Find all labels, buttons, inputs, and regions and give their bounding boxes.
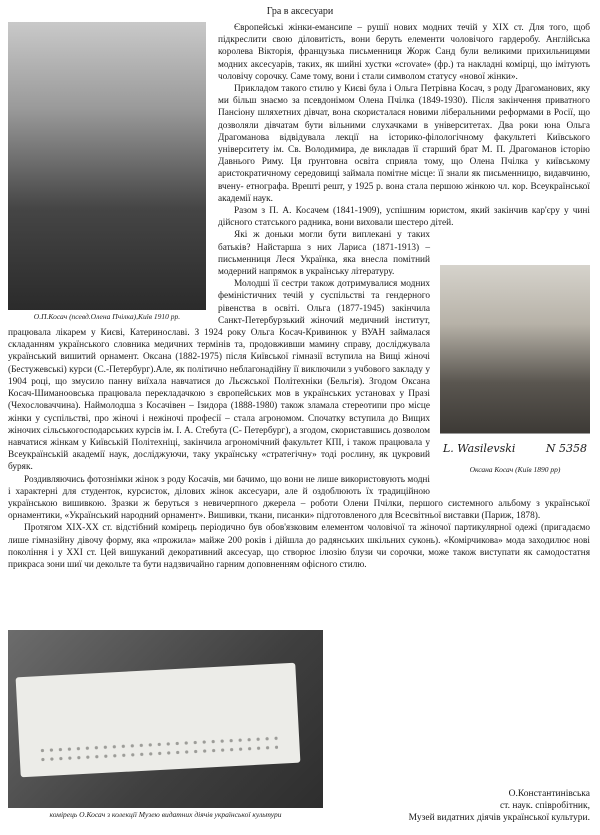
paragraph-5: Молодші її сестри також дотримувалися модних феміністичних течій у суспільстві та гендерного рівенства в освіті. Ольга (1877-1945) закінчила Санкт-Петербурзький жіночий медичний інститут, працювала лікарем у Києві, Катеринославі. З 1924 року Ольга Косач-Кривинюк у ВУАН займалася складанням українського словника медичних термінів та, продовживши мамину справу, досліджувала український вишитий орнамент. Оксана (1882-1975) після Київської гімназії вступила на Вищі жіночі (Бестужевські) курси (С.-Петербург).Але, як політично неблагонадійну її виключили з учбового закладу у 1904 році, що змусило панну виїхала навчатися до Льєжської Політехніки (Бельгія). Згодом Оксана Косач-Шиманоовська працювала перекладачкою з європейських мов в українських установах у Празі (Чехословаччина). Наймолодша з Косачівен – Ізидора (1888-1980) також зламала стереотипи про місце жінки у суспільстві, про жіночі і нежіночі професії – стала агрономом. Спочатку вступила до Вищих жіночих сільськогосподарських курсів ім. І. А. Стебута (С- Петербург), а згодом, скориставшись дозволом навчатися жінкам у Київській Політехніці, закінчила агрономічний факультет КПІ, і також працювала у Всеукраїнській академії наук, досліджуючи, таку українську «стратегічну» тоді рослину, як цукровий буряк.	[8, 279, 430, 473]
signature-number: N 5358	[545, 441, 587, 455]
caption-oksana-kosach: Оксана Косач (Київ 1890 рр)	[469, 465, 561, 475]
figure-oksana-kosach	[440, 265, 590, 491]
author-block	[360, 788, 590, 824]
paragraph-3: Разом з П. А. Косачем (1841-1909), успішним юристом, який закінчив кар'єру у чині дійсного статського радника, вони виховали шестеро дітей.	[218, 206, 590, 229]
caption-lace-collar: комірець О.Косач з колекції Музею видатних діячів української культури	[49, 810, 282, 819]
article-body	[8, 22, 590, 571]
photo-olena-pchilka	[8, 22, 206, 310]
figure-olena-pchilka	[8, 22, 206, 322]
photo-oksana-kosach	[440, 265, 590, 433]
paragraph-1: Європейські жінки-емансипе – рушії нових модних течій у XIX ст. Для того, щоб підкреслити свою діловитість, вони беруть елементи чоловічого гардеробу. Англійська королева Вікторія, французька письменниця Жорж Санд були великими прихильницями модних аксесуарів, таких, як шийні хустки «crovate» (фр.) та накладні комірці, що імітують чоловічу сорочку. Саме тому, вони і стали символом статусу «нової жінки».	[218, 23, 590, 82]
author-title: ст. наук. співробітник,	[499, 801, 590, 811]
page-header: Гра в аксесуари	[266, 6, 334, 17]
paragraph-7: Протягом XIX-XX ст. відстібний комірець періодично був обов'язковим елементом чоловічої та жіночої партикулярної одежі (пригадаємо лише гімназійну дівочу форму, яка «прожила» майже 200 років і дійшла до радянських шкільних суконь). «Комірчикова» мода заходилює нові покоління і у XXI ст. Цей вишуканий декоративний аксесуар, що створює ілюзію блузи чи сорочки, може також виступати як самодостатня прикраса зони шиї чи декольте та бути надзвичайно гарним доповненням офісного стилю.	[8, 523, 590, 570]
signature-text: L. Wasilevski	[443, 441, 516, 455]
author-name: О.Константинівська	[508, 789, 590, 799]
photographer-signature	[440, 433, 590, 463]
paragraph-2: Прикладом такого стилю у Києві була і Ольга Петрівна Косач, з роду Драгоманових, яку ми більш знаємо за псевдонімом Олена Пчілка (1849-1930). Після закінчення приватного Пансіону шляхетних дівчат, вона скористалася новими ліберальними реформами в Росії, що дозволяли дівчатам бути вільними слухачками в університетах. Два роки юна Ольга Драгоманова відвідувала лекції на історико-філологічному факультеті Київського університету ім. Св. Володимира, де викладав її старший брат М. П. Драгоманов історію Давнього Риму. Ця ґрунтовна освіта сприяла тому, що Олена Пчілка у київському аристократичному середовищі займала помітне місце: її знали як письменницю, видавчиню, вчену- етнографа. Врешті решт, у 1925 р. вона стала першою жінкою чл. кор. Всеукраїнської академії наук.	[218, 84, 590, 204]
photo-lace-collar	[8, 630, 323, 808]
caption-olena-pchilka: О.П.Косач (псевд.Олена Пчілка),Київ 1910 рр.	[33, 312, 181, 321]
paragraph-4: Які ж доньки могли бути виплекані у таких батьків? Найстарша з них Лариса (1871-1913) – письменниця Леся Українка, яка внесла помітний модерний напрямок в українську літературу.	[218, 230, 430, 278]
author-org: Музей видатних діячів української культури.	[408, 813, 590, 823]
paragraph-6: Роздивляючись фотознімки жінок з роду Косачів, ми бачимо, що вони не лише використовують модні і характерні для студенток, курсисток, ділових жінок аксесуари, але й оздоблюють їх традиційною українською вишивкою. Зразки ж беруться з невичерпного джерела – роботи Олени Пчілки, першого системного альбому з української орнаментики, «Український народний орнамент». Вишивки, ткани, писанки» підготовленого для Всесвітньої виставки (Париж, 1878).	[8, 474, 590, 522]
